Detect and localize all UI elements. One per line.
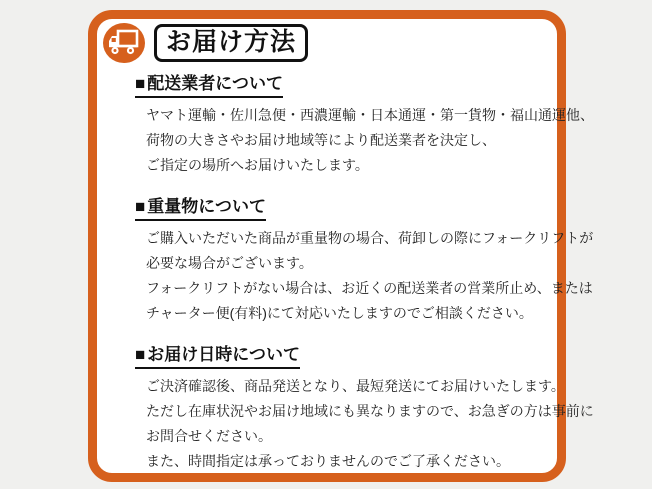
body-line: お問合せください。 bbox=[146, 428, 272, 444]
section-heading-label: 重量物について bbox=[147, 197, 266, 216]
delivery-truck-icon bbox=[103, 23, 145, 63]
square-bullet-icon: ■ bbox=[135, 345, 146, 364]
panel-title: お届け方法 bbox=[154, 24, 308, 63]
section-heading-shipping-carriers bbox=[135, 69, 543, 98]
body-line: ご指定の場所へお届けいたします。 bbox=[146, 157, 369, 173]
section-delivery-datetime bbox=[135, 340, 594, 474]
section-body-delivery-datetime bbox=[146, 374, 594, 474]
body-line: ご購入いただいた商品が重量物の場合、荷卸しの際にフォークリフトが bbox=[146, 230, 594, 246]
panel-header bbox=[103, 21, 557, 65]
section-shipping-carriers bbox=[135, 69, 594, 178]
body-line: ヤマト運輸・佐川急便・西濃運輸・日本通運・第一貨物・福山通運他、 bbox=[146, 107, 594, 123]
section-heavy-items bbox=[135, 192, 594, 326]
body-line: 荷物の大きさやお届け地域等により配送業者を決定し、 bbox=[146, 132, 496, 148]
body-line: ただし在庫状況やお届け地域にも異なりますので、お急ぎの方は事前に bbox=[146, 403, 594, 419]
square-bullet-icon: ■ bbox=[135, 197, 146, 216]
section-body-heavy-items bbox=[146, 226, 594, 326]
body-line: 必要な場合がございます。 bbox=[146, 255, 313, 271]
section-heading-delivery-datetime bbox=[135, 340, 543, 369]
square-bullet-icon: ■ bbox=[135, 74, 146, 93]
section-heading-label: お届け日時について bbox=[147, 345, 300, 364]
section-body-shipping-carriers bbox=[146, 103, 594, 178]
section-heading-label: 配送業者について bbox=[147, 74, 283, 93]
body-line: また、時間指定は承っておりませんのでご了承ください。 bbox=[146, 453, 510, 469]
body-line: ご決済確認後、商品発送となり、最短発送にてお届けいたします。 bbox=[146, 378, 565, 394]
section-heading-heavy-items bbox=[135, 192, 543, 221]
delivery-info-panel bbox=[88, 10, 594, 482]
sections-container bbox=[135, 69, 594, 474]
body-line: フォークリフトがない場合は、お近くの配送業者の営業所止め、または bbox=[146, 280, 593, 296]
body-line: チャーター便(有料)にて対応いたしますのでご相談ください。 bbox=[146, 305, 533, 321]
